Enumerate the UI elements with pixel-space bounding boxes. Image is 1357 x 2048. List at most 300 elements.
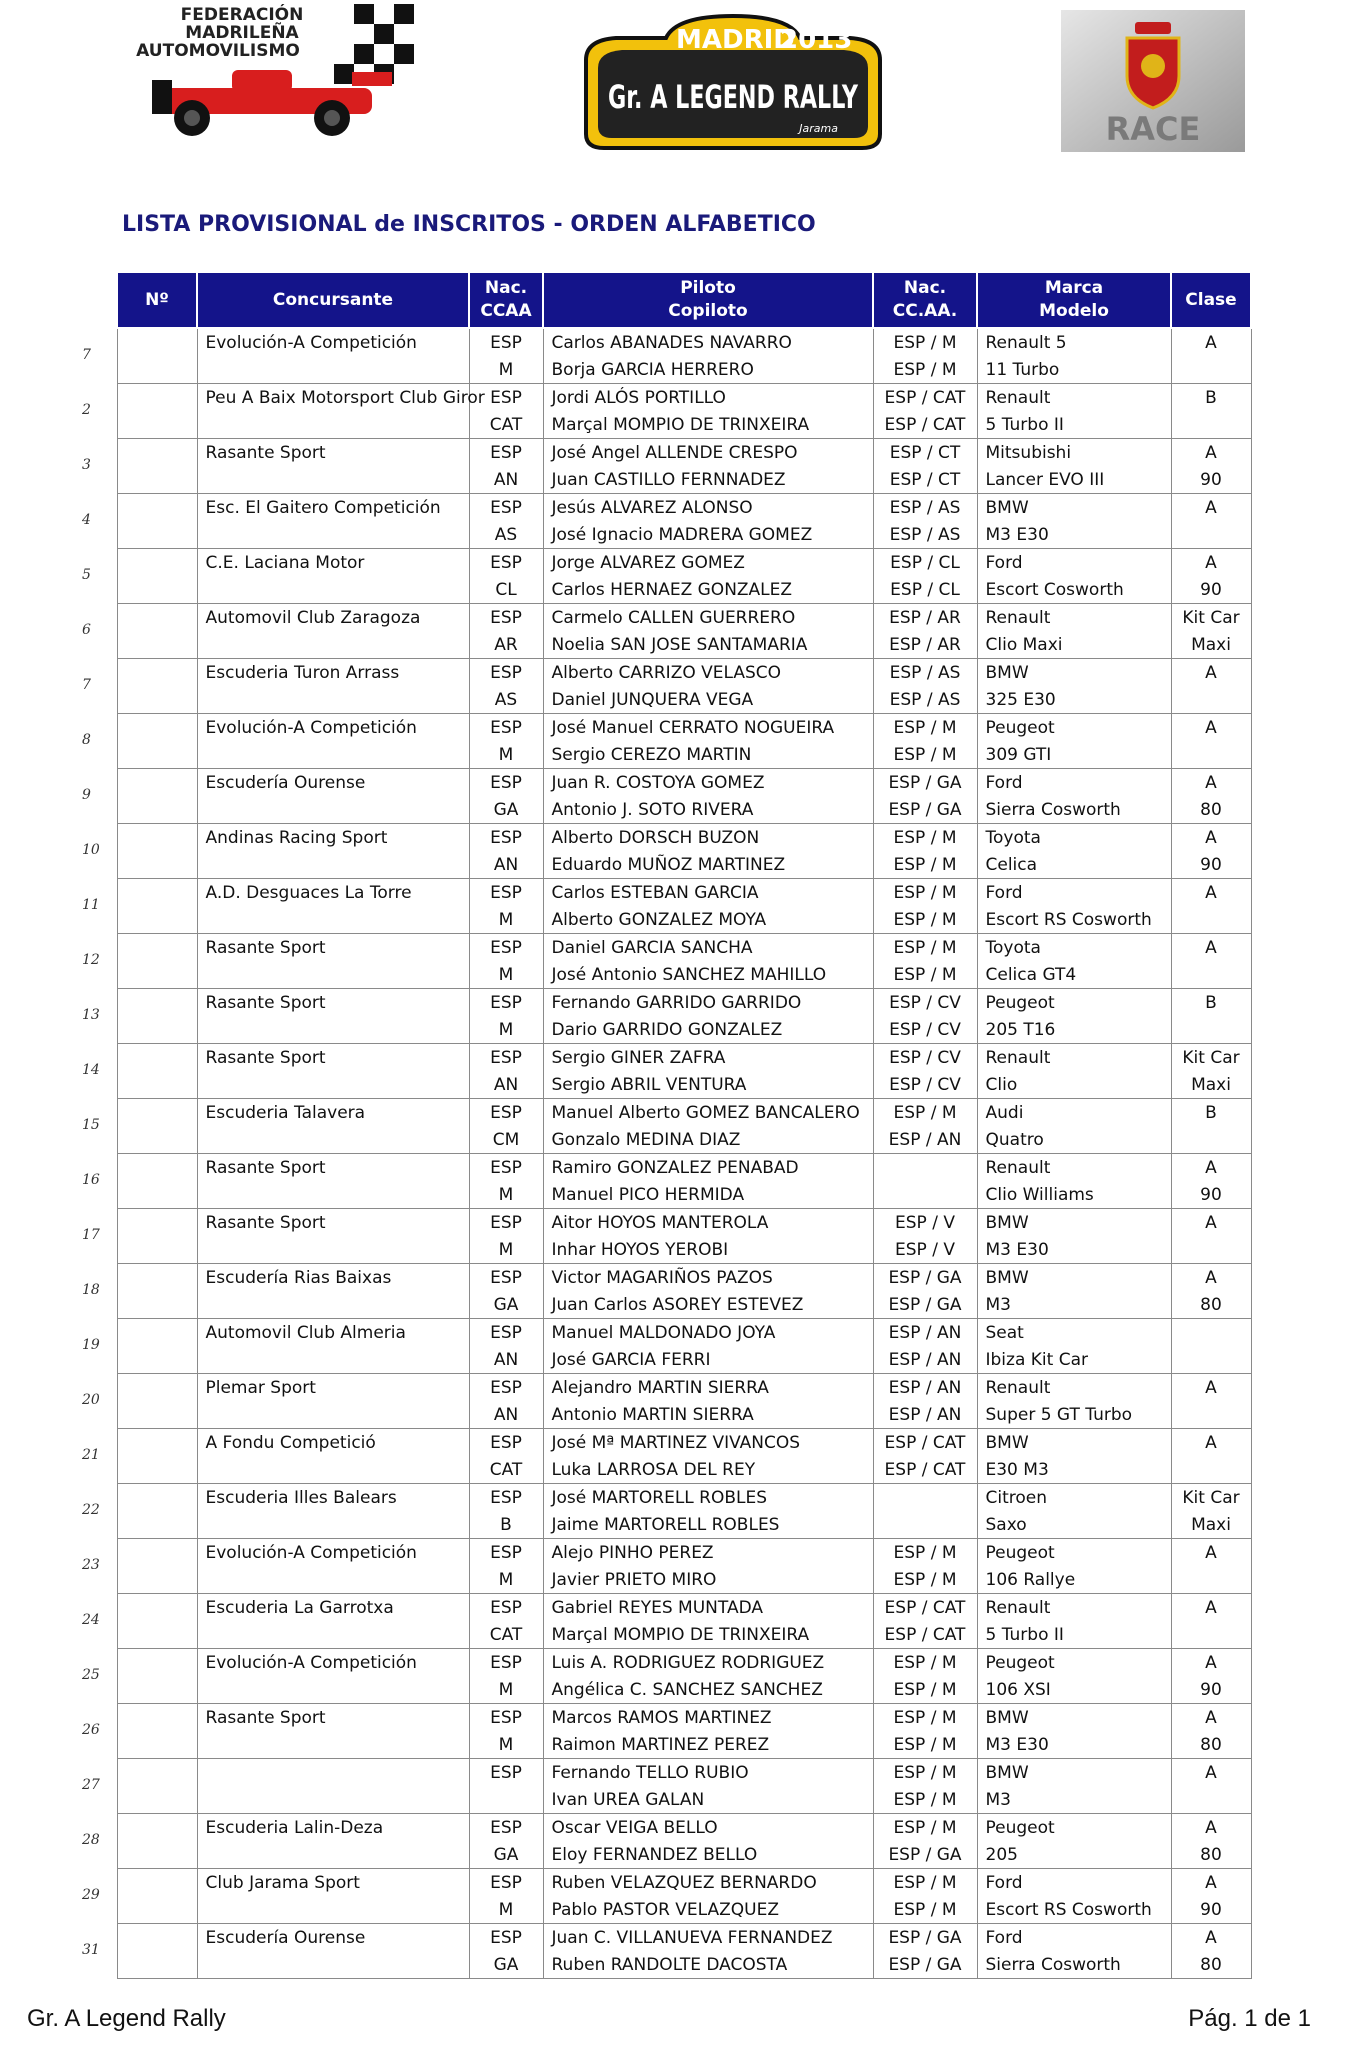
race-logo xyxy=(1061,10,1245,152)
driver-cell: Inhar HOYOS YEROBI xyxy=(543,1236,873,1264)
ccaa-cell: ESP / AS xyxy=(873,521,977,549)
nac-cell: B xyxy=(469,1511,543,1539)
entry-number: 23 xyxy=(82,1557,100,1573)
ccaa-cell: ESP / CV xyxy=(873,1044,977,1072)
car-cell: Renault xyxy=(977,604,1171,632)
concursante-cell xyxy=(197,1759,469,1787)
concursante-cell xyxy=(197,1676,469,1704)
concursante-cell xyxy=(197,521,469,549)
concursante-cell: Rasante Sport xyxy=(197,1704,469,1732)
class-cell: 90 xyxy=(1171,466,1251,494)
car-cell: Peugeot xyxy=(977,1649,1171,1677)
class-cell: A xyxy=(1171,1539,1251,1567)
table-row xyxy=(117,1594,1251,1622)
class-cell: 90 xyxy=(1171,1676,1251,1704)
ccaa-cell: ESP / AS xyxy=(873,659,977,687)
concursante-cell xyxy=(197,961,469,989)
nac-cell: CAT xyxy=(469,1456,543,1484)
car-cell: Renault 5 xyxy=(977,328,1171,356)
ccaa-cell: ESP / GA xyxy=(873,769,977,797)
table-row xyxy=(117,824,1251,852)
car-cell: 5 Turbo II xyxy=(977,1621,1171,1649)
driver-cell: Juan R. COSTOYA GOMEZ xyxy=(543,769,873,797)
num-cell xyxy=(117,1071,197,1099)
car-cell: M3 xyxy=(977,1786,1171,1814)
driver-cell: Alejandro MARTIN SIERRA xyxy=(543,1374,873,1402)
concursante-cell xyxy=(197,906,469,934)
concursante-cell: Peu A Baix Motorsport Club Giror xyxy=(197,384,469,412)
car-cell: Clio Maxi xyxy=(977,631,1171,659)
table-row xyxy=(117,1869,1251,1897)
table-row xyxy=(117,384,1251,412)
column-header-nac: Nac. CCAA xyxy=(469,272,543,328)
num-cell xyxy=(117,384,197,412)
nac-cell: AS xyxy=(469,521,543,549)
concursante-cell: Evolución-A Competición xyxy=(197,328,469,356)
class-cell: B xyxy=(1171,1099,1251,1127)
class-cell: A xyxy=(1171,1209,1251,1237)
driver-cell: Juan Carlos ASOREY ESTEVEZ xyxy=(543,1291,873,1319)
concursante-cell xyxy=(197,686,469,714)
car-cell: Toyota xyxy=(977,934,1171,962)
car-cell: 205 T16 xyxy=(977,1016,1171,1044)
car-cell: Escort RS Cosworth xyxy=(977,906,1171,934)
ccaa-cell: ESP / CL xyxy=(873,549,977,577)
ccaa-cell: ESP / CAT xyxy=(873,1456,977,1484)
table-row xyxy=(117,521,1251,549)
class-cell xyxy=(1171,1236,1251,1264)
table-row xyxy=(117,411,1251,439)
class-cell: A xyxy=(1171,328,1251,356)
class-cell xyxy=(1171,356,1251,384)
footer-page-number: Pág. 1 de 1 xyxy=(1188,2005,1311,2032)
driver-cell: Carlos HERNAEZ GONZALEZ xyxy=(543,576,873,604)
class-cell: 80 xyxy=(1171,1841,1251,1869)
concursante-cell xyxy=(197,1621,469,1649)
num-cell xyxy=(117,1126,197,1154)
driver-cell: Jesús ALVAREZ ALONSO xyxy=(543,494,873,522)
concursante-cell xyxy=(197,1566,469,1594)
concursante-cell: C.E. Laciana Motor xyxy=(197,549,469,577)
column-header-marca: Marca Modelo xyxy=(977,272,1171,328)
concursante-cell: Escuderia Turon Arrass xyxy=(197,659,469,687)
table-row xyxy=(117,1539,1251,1567)
car-cell: Renault xyxy=(977,1374,1171,1402)
table-row xyxy=(117,1484,1251,1512)
concursante-cell xyxy=(197,1291,469,1319)
entry-number: 29 xyxy=(82,1887,100,1903)
num-cell xyxy=(117,1704,197,1732)
num-cell xyxy=(117,1539,197,1567)
num-cell xyxy=(117,714,197,742)
class-cell: A xyxy=(1171,769,1251,797)
class-cell: A xyxy=(1171,1814,1251,1842)
car-cell: 205 xyxy=(977,1841,1171,1869)
table-row xyxy=(117,1016,1251,1044)
nac-cell: CAT xyxy=(469,1621,543,1649)
car-cell: 325 E30 xyxy=(977,686,1171,714)
concursante-cell xyxy=(197,411,469,439)
concursante-cell xyxy=(197,1401,469,1429)
num-cell xyxy=(117,1841,197,1869)
car-cell: Quatro xyxy=(977,1126,1171,1154)
ccaa-cell: ESP / M xyxy=(873,714,977,742)
num-cell xyxy=(117,769,197,797)
driver-cell: Victor MAGARIÑOS PAZOS xyxy=(543,1264,873,1292)
car-cell: M3 E30 xyxy=(977,1731,1171,1759)
driver-cell: Borja GARCIA HERRERO xyxy=(543,356,873,384)
entry-number: 22 xyxy=(82,1502,100,1518)
table-row xyxy=(117,1896,1251,1924)
concursante-cell: Escudería Rias Baixas xyxy=(197,1264,469,1292)
driver-cell: Javier PRIETO MIRO xyxy=(543,1566,873,1594)
table-row xyxy=(117,796,1251,824)
num-cell xyxy=(117,1484,197,1512)
ccaa-cell: ESP / M xyxy=(873,1566,977,1594)
entry-number: 9 xyxy=(82,787,91,803)
entry-number: 7 xyxy=(82,677,91,693)
table-row xyxy=(117,659,1251,687)
concursante-cell xyxy=(197,466,469,494)
num-cell xyxy=(117,494,197,522)
concursante-cell: A Fondu Competició xyxy=(197,1429,469,1457)
nac-cell: ESP xyxy=(469,769,543,797)
concursante-cell: Rasante Sport xyxy=(197,1154,469,1182)
ccaa-cell xyxy=(873,1154,977,1182)
car-cell: Clio xyxy=(977,1071,1171,1099)
class-cell xyxy=(1171,906,1251,934)
car-cell: Audi xyxy=(977,1099,1171,1127)
ccaa-cell: ESP / GA xyxy=(873,1841,977,1869)
class-cell: 80 xyxy=(1171,1731,1251,1759)
nac-cell: AN xyxy=(469,851,543,879)
class-cell: A xyxy=(1171,494,1251,522)
class-cell xyxy=(1171,521,1251,549)
entries-table-container xyxy=(116,271,1250,1979)
concursante-cell xyxy=(197,356,469,384)
rally-logo-place: Jarama xyxy=(799,122,838,135)
ccaa-cell: ESP / CV xyxy=(873,989,977,1017)
table-row xyxy=(117,1291,1251,1319)
driver-cell: Marçal MOMPIO DE TRINXEIRA xyxy=(543,1621,873,1649)
num-cell xyxy=(117,549,197,577)
table-row xyxy=(117,1374,1251,1402)
class-cell: A xyxy=(1171,1154,1251,1182)
num-cell xyxy=(117,961,197,989)
nac-cell: AS xyxy=(469,686,543,714)
table-row xyxy=(117,961,1251,989)
class-cell: A xyxy=(1171,714,1251,742)
class-cell: Maxi xyxy=(1171,631,1251,659)
num-cell xyxy=(117,824,197,852)
car-cell: Peugeot xyxy=(977,1539,1171,1567)
table-row xyxy=(117,576,1251,604)
concursante-cell: Rasante Sport xyxy=(197,1209,469,1237)
car-cell: Renault xyxy=(977,384,1171,412)
nac-cell: ESP xyxy=(469,659,543,687)
class-cell: A xyxy=(1171,1704,1251,1732)
ccaa-cell: ESP / M xyxy=(873,1786,977,1814)
concursante-cell: Rasante Sport xyxy=(197,439,469,467)
class-cell: A xyxy=(1171,1429,1251,1457)
concursante-cell: Esc. El Gaitero Competición xyxy=(197,494,469,522)
fma-text-line3: AUTOMOVILISMO xyxy=(136,41,300,61)
class-cell xyxy=(1171,1456,1251,1484)
driver-cell: Sergio ABRIL VENTURA xyxy=(543,1071,873,1099)
table-row xyxy=(117,851,1251,879)
ccaa-cell: ESP / AN xyxy=(873,1126,977,1154)
class-cell xyxy=(1171,741,1251,769)
column-header-piloto: Piloto Copiloto xyxy=(543,272,873,328)
class-cell xyxy=(1171,1401,1251,1429)
table-row xyxy=(117,1429,1251,1457)
driver-cell: Ramiro GONZALEZ PENABAD xyxy=(543,1154,873,1182)
nac-cell: ESP xyxy=(469,1924,543,1952)
car-cell: Toyota xyxy=(977,824,1171,852)
class-cell: A xyxy=(1171,1759,1251,1787)
class-cell: A xyxy=(1171,659,1251,687)
table-row xyxy=(117,1621,1251,1649)
num-cell xyxy=(117,1044,197,1072)
num-cell xyxy=(117,1731,197,1759)
num-cell xyxy=(117,1209,197,1237)
driver-cell: José Antonio SANCHEZ MAHILLO xyxy=(543,961,873,989)
nac-cell: M xyxy=(469,1236,543,1264)
class-cell: A xyxy=(1171,439,1251,467)
concursante-cell: Plemar Sport xyxy=(197,1374,469,1402)
driver-cell: Dario GARRIDO GONZALEZ xyxy=(543,1016,873,1044)
table-row xyxy=(117,1346,1251,1374)
class-cell: A xyxy=(1171,1649,1251,1677)
nac-cell: AN xyxy=(469,1071,543,1099)
num-cell xyxy=(117,328,197,356)
num-cell xyxy=(117,1566,197,1594)
nac-cell: M xyxy=(469,1676,543,1704)
class-cell: A xyxy=(1171,1374,1251,1402)
class-cell: A xyxy=(1171,1594,1251,1622)
concursante-cell xyxy=(197,1071,469,1099)
entry-number: 2 xyxy=(82,402,91,418)
ccaa-cell: ESP / V xyxy=(873,1236,977,1264)
table-row xyxy=(117,1841,1251,1869)
car-cell: Renault xyxy=(977,1044,1171,1072)
nac-cell: ESP xyxy=(469,1539,543,1567)
ccaa-cell: ESP / M xyxy=(873,851,977,879)
rally-logo-title: Gr. A LEGEND RALLY xyxy=(608,78,859,116)
page-title: LISTA PROVISIONAL de INSCRITOS - ORDEN ALFABETICO xyxy=(122,212,816,237)
concursante-cell xyxy=(197,1511,469,1539)
num-cell xyxy=(117,741,197,769)
ccaa-cell: ESP / M xyxy=(873,961,977,989)
driver-cell: Jordi ALÓS PORTILLO xyxy=(543,384,873,412)
nac-cell: ESP xyxy=(469,879,543,907)
car-cell: 11 Turbo xyxy=(977,356,1171,384)
nac-cell: M xyxy=(469,961,543,989)
driver-cell: Marçal MOMPIO DE TRINXEIRA xyxy=(543,411,873,439)
concursante-cell: Escuderia Illes Balears xyxy=(197,1484,469,1512)
ccaa-cell: ESP / GA xyxy=(873,1924,977,1952)
car-cell: Citroen xyxy=(977,1484,1171,1512)
ccaa-cell: ESP / M xyxy=(873,824,977,852)
car-cell: BMW xyxy=(977,1759,1171,1787)
ccaa-cell: ESP / AR xyxy=(873,604,977,632)
num-cell xyxy=(117,1154,197,1182)
concursante-cell: Escudería Ourense xyxy=(197,1924,469,1952)
driver-cell: Ivan UREA GALAN xyxy=(543,1786,873,1814)
driver-cell: Sergio CEREZO MARTIN xyxy=(543,741,873,769)
class-cell: 90 xyxy=(1171,1896,1251,1924)
driver-cell: Alberto GONZALEZ MOYA xyxy=(543,906,873,934)
fma-text-line1: FEDERACIÓN xyxy=(180,5,304,25)
num-cell xyxy=(117,1291,197,1319)
entry-number: 16 xyxy=(82,1172,100,1188)
ccaa-cell: ESP / CT xyxy=(873,439,977,467)
rally-logo-year: 2013 xyxy=(780,25,853,55)
ccaa-cell: ESP / GA xyxy=(873,1291,977,1319)
ccaa-cell: ESP / AN xyxy=(873,1374,977,1402)
class-cell: A xyxy=(1171,824,1251,852)
car-cell: Ford xyxy=(977,1869,1171,1897)
num-cell xyxy=(117,1759,197,1787)
nac-cell: M xyxy=(469,1181,543,1209)
nac-cell: ESP xyxy=(469,1319,543,1347)
ccaa-cell: ESP / CV xyxy=(873,1016,977,1044)
driver-cell: Raimon MARTINEZ PEREZ xyxy=(543,1731,873,1759)
car-cell: Ford xyxy=(977,549,1171,577)
driver-cell: José Manuel CERRATO NOGUEIRA xyxy=(543,714,873,742)
entry-number: 8 xyxy=(82,732,91,748)
entry-number: 27 xyxy=(82,1777,100,1793)
entry-number: 11 xyxy=(82,897,100,913)
num-cell xyxy=(117,1016,197,1044)
car-cell: Ibiza Kit Car xyxy=(977,1346,1171,1374)
table-row xyxy=(117,328,1251,356)
table-row xyxy=(117,604,1251,632)
ccaa-cell: ESP / M xyxy=(873,741,977,769)
fma-text-line2: MADRILEÑA xyxy=(185,23,299,43)
entry-number: 12 xyxy=(82,952,100,968)
class-cell: 80 xyxy=(1171,796,1251,824)
num-cell xyxy=(117,576,197,604)
table-row xyxy=(117,1676,1251,1704)
table-row xyxy=(117,1456,1251,1484)
nac-cell: ESP xyxy=(469,328,543,356)
concursante-cell: Rasante Sport xyxy=(197,989,469,1017)
num-cell xyxy=(117,1236,197,1264)
ccaa-cell: ESP / M xyxy=(873,1649,977,1677)
table-row xyxy=(117,769,1251,797)
class-cell: A xyxy=(1171,934,1251,962)
car-cell: Sierra Cosworth xyxy=(977,796,1171,824)
entry-number: 4 xyxy=(82,512,91,528)
driver-cell: Ruben RANDOLTE DACOSTA xyxy=(543,1951,873,1979)
entry-number: 13 xyxy=(82,1007,100,1023)
driver-cell: Sergio GINER ZAFRA xyxy=(543,1044,873,1072)
entry-number: 3 xyxy=(82,457,91,473)
class-cell: A xyxy=(1171,1869,1251,1897)
table-row xyxy=(117,356,1251,384)
table-row xyxy=(117,686,1251,714)
car-cell: Celica GT4 xyxy=(977,961,1171,989)
table-row xyxy=(117,906,1251,934)
car-cell: Saxo xyxy=(977,1511,1171,1539)
nac-cell: ESP xyxy=(469,1484,543,1512)
num-cell xyxy=(117,906,197,934)
driver-cell: Gabriel REYES MUNTADA xyxy=(543,1594,873,1622)
ccaa-cell: ESP / M xyxy=(873,356,977,384)
num-cell xyxy=(117,989,197,1017)
num-cell xyxy=(117,1099,197,1127)
car-cell: Peugeot xyxy=(977,989,1171,1017)
num-cell xyxy=(117,1951,197,1979)
nac-cell: ESP xyxy=(469,1869,543,1897)
num-cell xyxy=(117,1181,197,1209)
car-cell: 5 Turbo II xyxy=(977,411,1171,439)
concursante-cell xyxy=(197,1181,469,1209)
num-cell xyxy=(117,1456,197,1484)
ccaa-cell: ESP / AR xyxy=(873,631,977,659)
concursante-cell xyxy=(197,1841,469,1869)
table-row xyxy=(117,1099,1251,1127)
ccaa-cell: ESP / M xyxy=(873,1759,977,1787)
race-logo-text: RACE xyxy=(1105,110,1201,148)
concursante-cell: Andinas Racing Sport xyxy=(197,824,469,852)
table-row xyxy=(117,549,1251,577)
car-cell: Seat xyxy=(977,1319,1171,1347)
table-row xyxy=(117,1786,1251,1814)
entry-number: 14 xyxy=(82,1062,100,1078)
num-cell xyxy=(117,356,197,384)
table-row xyxy=(117,1566,1251,1594)
entry-number: 19 xyxy=(82,1337,100,1353)
class-cell: 90 xyxy=(1171,851,1251,879)
driver-cell: Alberto CARRIZO VELASCO xyxy=(543,659,873,687)
nac-cell: CL xyxy=(469,576,543,604)
table-row xyxy=(117,466,1251,494)
concursante-cell xyxy=(197,1951,469,1979)
table-row xyxy=(117,934,1251,962)
car-cell: BMW xyxy=(977,1264,1171,1292)
nac-cell: M xyxy=(469,1896,543,1924)
ccaa-cell: ESP / CAT xyxy=(873,411,977,439)
column-header-ccaa: Nac. CC.AA. xyxy=(873,272,977,328)
ccaa-cell: ESP / M xyxy=(873,879,977,907)
ccaa-cell: ESP / M xyxy=(873,934,977,962)
nac-cell: AN xyxy=(469,1401,543,1429)
concursante-cell xyxy=(197,1236,469,1264)
nac-cell: ESP xyxy=(469,1209,543,1237)
nac-cell: CM xyxy=(469,1126,543,1154)
nac-cell: GA xyxy=(469,1291,543,1319)
entry-number: 24 xyxy=(82,1612,100,1628)
driver-cell: Eduardo MUÑOZ MARTINEZ xyxy=(543,851,873,879)
concursante-cell: Rasante Sport xyxy=(197,1044,469,1072)
table-row xyxy=(117,631,1251,659)
num-cell xyxy=(117,1319,197,1347)
driver-cell: Manuel Alberto GOMEZ BANCALERO xyxy=(543,1099,873,1127)
table-row xyxy=(117,1951,1251,1979)
entry-number: 18 xyxy=(82,1282,100,1298)
concursante-cell: Escudería Ourense xyxy=(197,769,469,797)
num-cell xyxy=(117,659,197,687)
ccaa-cell: ESP / M xyxy=(873,1704,977,1732)
car-cell: 106 Rallye xyxy=(977,1566,1171,1594)
car-cell: BMW xyxy=(977,1429,1171,1457)
nac-cell: ESP xyxy=(469,494,543,522)
nac-cell: ESP xyxy=(469,1759,543,1787)
driver-cell: Pablo PASTOR VELAZQUEZ xyxy=(543,1896,873,1924)
concursante-cell: Automovil Club Almeria xyxy=(197,1319,469,1347)
